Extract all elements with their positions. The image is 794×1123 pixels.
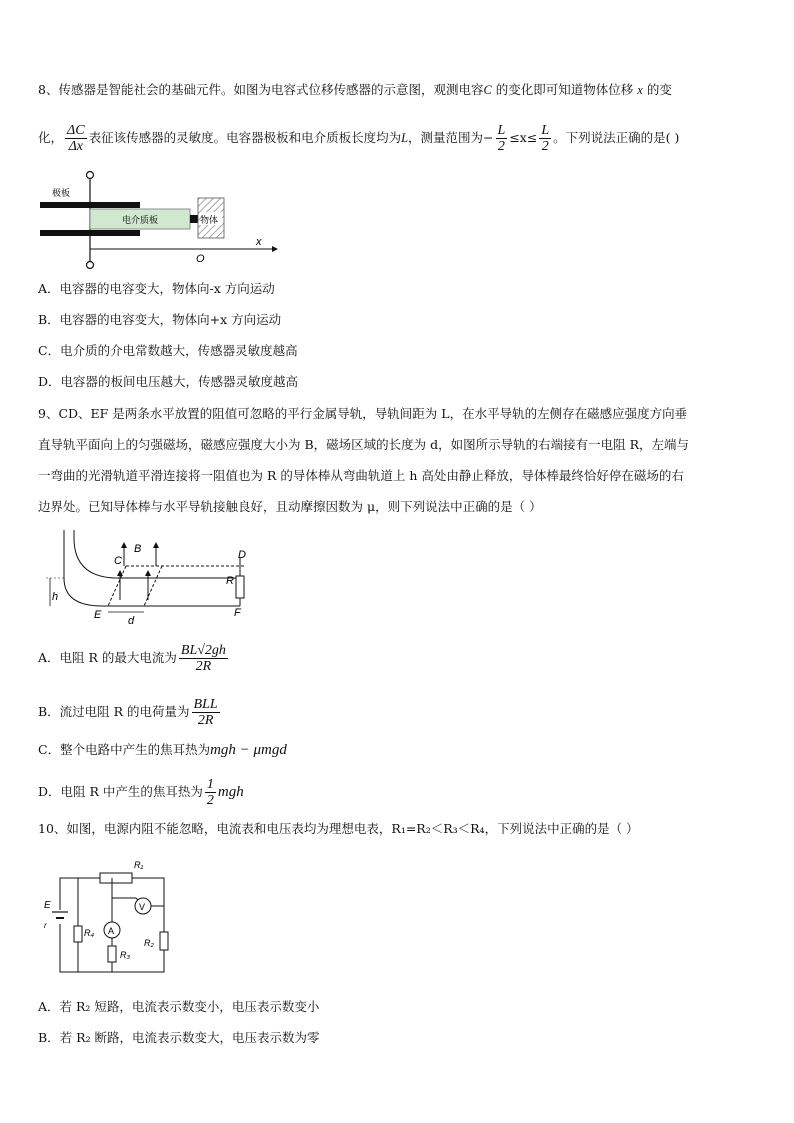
svg-text:R₃: R₃ bbox=[120, 950, 131, 960]
q9-line3: 一弯曲的光滑轨道平滑连接将一阻值也为 R 的导体棒从弯曲轨道上 h 高处由静止释放，导体棒最终恰好停在磁场的右 bbox=[38, 468, 684, 483]
svg-text:r: r bbox=[44, 921, 47, 930]
svg-text:D: D bbox=[238, 549, 246, 561]
svg-text:V: V bbox=[139, 902, 146, 912]
q9-line4: 边界处。已知导体棒与水平导轨接触良好，且动摩擦因数为 μ，则下列说法中正确的是（ ） bbox=[38, 499, 542, 514]
q10-line1: 10、如图，电源内阻不能忽略，电流表和电压表均为理想电表，R₁=R₂＜R₃＜R₄，下列说法中正确的是（ ） bbox=[38, 821, 639, 836]
q9-option-b: B．流过电阻 R 的电荷量为 $\frac{\text{BLL}}{2R}$ bbox=[38, 697, 218, 728]
svg-text:F: F bbox=[234, 607, 241, 619]
q9-option-a: A．电阻 R 的最大电流为 $\frac{BL√2gh}{2R}$ bbox=[38, 643, 226, 674]
svg-text:R₂: R₂ bbox=[144, 938, 154, 948]
q9-line2: 直导轨平面向上的匀强磁场，磁感应强度大小为 B，磁场区域的长度为 d，如图所示导轨的右端接有一电阻 R，左端与 bbox=[38, 437, 690, 452]
dielectric-label: 电介质板 bbox=[122, 215, 159, 225]
circuit-figure bbox=[40, 854, 180, 978]
q9-option-c: C．整个电路中产生的焦耳热为mgh − μmgd bbox=[38, 742, 287, 758]
q8-line1: 8、传感器是智能社会的基础元件。如图为电容式位移传感器的示意图，观测电容C 的变化即可知道物体位移 x 的变 bbox=[38, 82, 672, 97]
svg-text:R: R bbox=[226, 575, 234, 587]
range-fraction-left: $\frac{L}{2}$ bbox=[497, 123, 506, 154]
svg-text:C: C bbox=[114, 555, 122, 567]
range-fraction-right: $\frac{L}{2}$ bbox=[541, 123, 550, 154]
sensitivity-fraction: $\frac{\Delta C}{\Delta x}$ bbox=[67, 123, 85, 154]
svg-text:E: E bbox=[94, 609, 102, 621]
svg-text:B: B bbox=[134, 543, 142, 555]
q8-option-c: C．电介质的介电常数越大，传感器灵敏度越高 bbox=[38, 343, 298, 358]
q10-option-a: A．若 R₂ 短路，电流表示数变小，电压表示数变小 bbox=[38, 999, 320, 1014]
q8-option-b: B．电容器的电容变大，物体向+x 方向运动 bbox=[38, 312, 282, 327]
plate-label: 极板 bbox=[52, 188, 71, 198]
svg-text:E: E bbox=[44, 900, 51, 911]
svg-text:A: A bbox=[108, 926, 115, 936]
object-label: 物体 bbox=[200, 215, 219, 225]
capacitor-sensor-figure bbox=[36, 170, 286, 270]
q8-line2: 化， $\frac{\Delta C}{\Delta x}$ 表征该传感器的灵敏度。电容器极板和电介质板长度均为L，测量范围为− $\frac{L}{2}$ ≤x≤ $\frac{L}{2}$ 。下列说法正确的是( ) bbox=[38, 123, 680, 154]
q8-option-a: A．电容器的电容变大，物体向-x 方向运动 bbox=[38, 281, 275, 296]
rail-figure bbox=[44, 528, 264, 626]
axis-x-label: x bbox=[256, 236, 262, 248]
svg-text:R₁: R₁ bbox=[134, 860, 144, 870]
origin-label: O bbox=[196, 253, 205, 265]
q10-option-b: B．若 R₂ 断路，电流表示数变大，电压表示数为零 bbox=[38, 1030, 320, 1045]
q8-option-d: D．电容器的板间电压越大，传感器灵敏度越高 bbox=[38, 374, 299, 389]
q9-option-d: D．电阻 R 中产生的焦耳热为 $\frac{1}{2}$ mgh bbox=[38, 777, 244, 808]
svg-text:R₄: R₄ bbox=[84, 928, 95, 938]
q9-line1: 9、CD、EF 是两条水平放置的阻值可忽略的平行金属导轨，导轨间距为 L，在水平导轨的左侧存在磁感应强度方向垂 bbox=[38, 406, 688, 421]
svg-text:h: h bbox=[52, 591, 59, 603]
svg-text:d: d bbox=[128, 615, 135, 626]
